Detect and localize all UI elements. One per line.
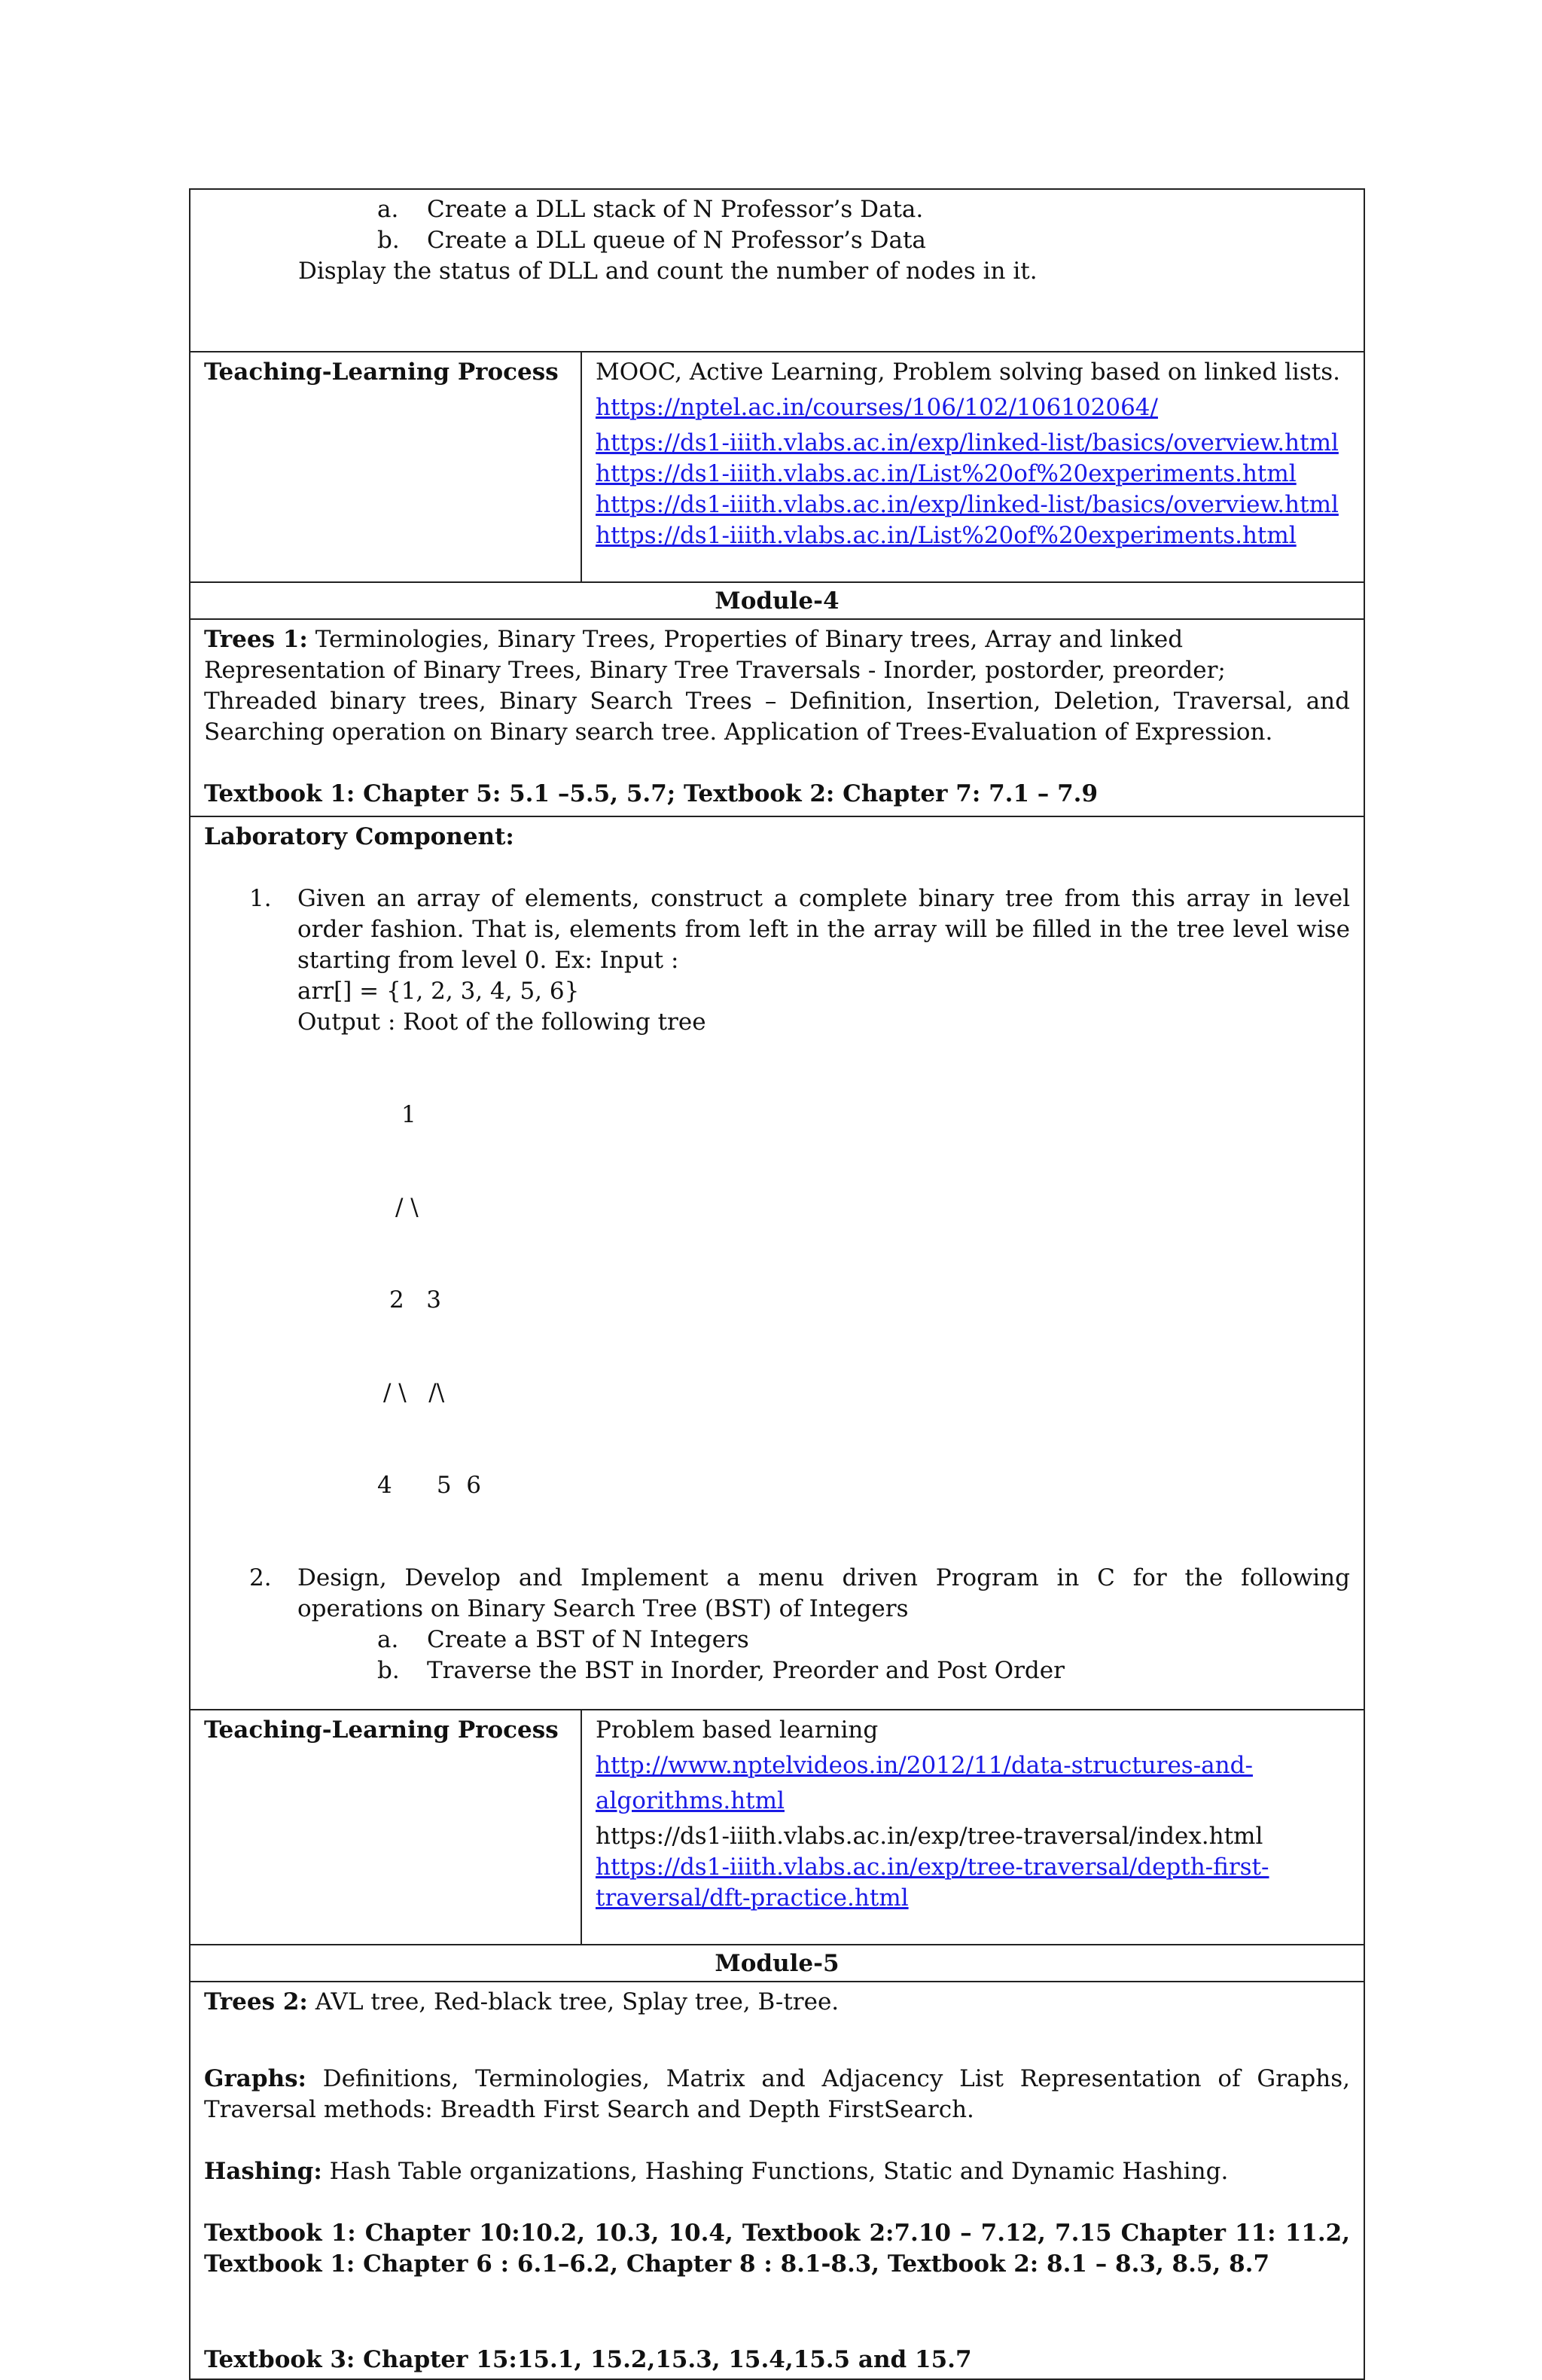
bst-item-a: a. Create a BST of N Integers [377, 1626, 749, 1653]
lab-output: Output : Root of the following tree [297, 1008, 706, 1036]
tlp-row-2 [190, 1710, 1364, 1945]
module-5-header-row [190, 1945, 1364, 1982]
module-5-content-row [190, 1982, 1364, 2379]
module-4-header-row [190, 582, 1364, 619]
dll-display-text: Display the status of DLL and count the number of nodes in it. [298, 258, 1038, 285]
module-4-content-row [190, 619, 1364, 816]
module-5-textbook-1: Textbook 1: Chapter 10:10.2, 10.3, 10.4, Textbook 2:7.10 – 7.12, 7.15 Chapter 11: 11.2, Textbook 1: Chapter 6 : 6.1–6.2, Chapter 8 : 8.1-8.3, Textbook 2: 8.1 – 8.3, 8.5, 8.7 [204, 2220, 1350, 2278]
dll-item-a: a. Create a DLL stack of N Professor’s Data. [377, 196, 924, 223]
nptelvideos-link-cont[interactable]: algorithms.html [596, 1787, 785, 1814]
vlabs-linked-list-link-2[interactable]: https://ds1-iiith.vlabs.ac.in/exp/linked-list/basics/overview.html [596, 491, 1339, 518]
lab-row [190, 816, 1364, 1710]
lab-item-2: 2. Design, Develop and Implement a menu driven Program in C for the following operations on Binary Search Tree (BST) of Integers [249, 1564, 1350, 1622]
bst-item-b: b. Traverse the BST in Inorder, Preorder and Post Order [377, 1657, 1065, 1684]
syllabus-table [189, 188, 1365, 2380]
vlabs-experiments-link-2[interactable]: https://ds1-iiith.vlabs.ac.in/List%20of%20experiments.html [596, 522, 1297, 549]
lab-heading: Laboratory Component: [204, 823, 514, 850]
vlabs-linked-list-link[interactable]: https://ds1-iiith.vlabs.ac.in/exp/linked-list/basics/overview.html [596, 429, 1339, 456]
tlp2-intro: Problem based learning [596, 1716, 879, 1744]
module-5-textbook-3: Textbook 3: Chapter 15:15.1, 15.2,15.3, 15.4,15.5 and 15.7 [204, 2346, 972, 2373]
vlabs-experiments-link[interactable]: https://ds1-iiith.vlabs.ac.in/List%20of%20experiments.html [596, 460, 1297, 487]
tree-traversal-url: https://ds1-iiith.vlabs.ac.in/exp/tree-traversal/index.html [596, 1823, 1263, 1850]
tlp-intro: MOOC, Active Learning, Problem solving based on linked lists. [596, 359, 1340, 386]
tlp-label-2: Teaching-Learning Process [204, 1716, 559, 1744]
nptelvideos-link[interactable]: http://www.nptelvideos.in/2012/11/data-structures-and- [596, 1752, 1253, 1779]
dll-item-b: b. Create a DLL queue of N Professor’s Data [377, 227, 926, 254]
binary-tree-figure: 1 / \ 2 3 / \ /\ 4 5 6 [377, 1101, 482, 1499]
trees-1-line-3: Threaded binary trees, Binary Search Trees – Definition, Insertion, Deletion, Traversal, and Searching operation on Binary search tree. Application of Trees-Evaluation of Expression. [204, 688, 1350, 746]
lab-item-1: 1. Given an array of elements, construct a complete binary tree from this array in level order fashion. That is, elements from left in the array will be filled in the tree level wise starting from level 0. Ex: Input : arr[] = {1, 2, 3, 4, 5, 6} Output : Root of the following tree 1 / \ 2 3 / \ /\ 4 5 6 [204, 883, 1350, 1563]
tlp-label: Teaching-Learning Process [204, 359, 559, 386]
graphs-line: Graphs: Definitions, Terminologies, Matrix and Adjacency List Representation of Graphs, Traversal methods: Breadth First Search and Depth FirstSearch. [204, 2065, 1350, 2123]
tlp-row-1 [190, 352, 1364, 582]
module-5-title: Module-5 [190, 1945, 1364, 1982]
trees-2-line: Trees 2: AVL tree, Red-black tree, Splay tree, B-tree. [204, 1988, 840, 2015]
dll-row [190, 189, 1364, 352]
trees-1-line-2: Representation of Binary Trees, Binary Tree Traversals - Inorder, postorder, preorder; [204, 657, 1226, 684]
hashing-line: Hashing: Hash Table organizations, Hashing Functions, Static and Dynamic Hashing. [204, 2158, 1229, 2185]
module-4-textbook: Textbook 1: Chapter 5: 5.1 –5.5, 5.7; Textbook 2: Chapter 7: 7.1 – 7.9 [204, 780, 1099, 807]
nptel-link[interactable]: https://nptel.ac.in/courses/106/102/106102064/ [596, 394, 1158, 421]
dft-practice-link-cont[interactable]: traversal/dft-practice.html [596, 1884, 909, 1912]
module-4-title: Module-4 [190, 582, 1364, 619]
lab-array: arr[] = {1, 2, 3, 4, 5, 6} [297, 978, 580, 1005]
dft-practice-link[interactable]: https://ds1-iiith.vlabs.ac.in/exp/tree-traversal/depth-first- [596, 1854, 1269, 1881]
trees-1-line-1: Trees 1: Terminologies, Binary Trees, Properties of Binary trees, Array and linked [204, 626, 1184, 653]
